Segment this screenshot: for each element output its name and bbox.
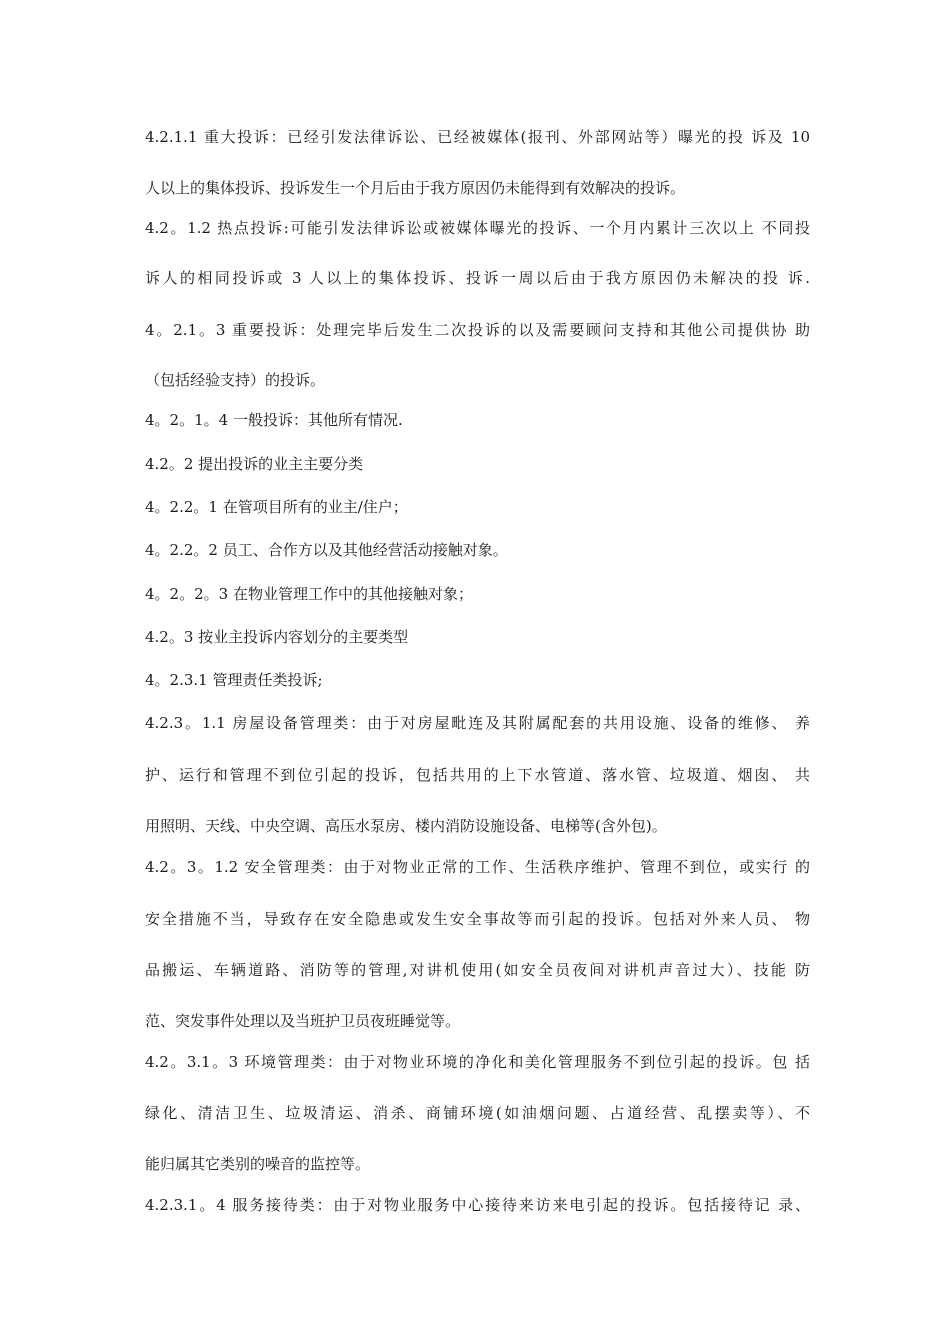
text-line: 安全措施不当，导致存在安全隐患或发生安全事故等而引起的投诉。包括对外来人员、 物 — [145, 910, 810, 928]
text-line: 4。2.2。1 在管项目所有的业主/住户； — [145, 498, 408, 516]
text-line: 品搬运、车辆道路、消防等的管理,对讲机使用(如安全员夜间对讲机声音过大）、技能 防 — [145, 961, 810, 979]
text-line: 诉人的相同投诉或 3 人以上的集体投诉、投诉一周以后由于我方原因仍未解决的投 诉. — [145, 269, 810, 287]
text-line: 人以上的集体投诉、投诉发生一个月后由于我方原因仍未能得到有效解决的投诉。 — [145, 179, 686, 197]
text-line: 4.2。1.2 热点投诉:可能引发法律诉讼或被媒体曝光的投诉、一个月内累计三次以上 不同投 — [145, 219, 810, 237]
text-line: 4。2.2。2 员工、合作方以及其他经营活动接触对象。 — [145, 541, 508, 559]
text-line: 用照明、天线、中央空调、高压水泵房、楼内消防设施设备、电梯等(含外包)。 — [145, 817, 667, 835]
text-line: 4。2。1。4 一般投诉：其他所有情况. — [145, 411, 403, 429]
section-heading: 4.2。3 按业主投诉内容划分的主要类型 — [145, 628, 409, 646]
text-line: 绿化、清洁卫生、垃圾清运、消杀、商铺环境(如油烟问题、占道经营、乱摆卖等）、不 — [145, 1104, 810, 1122]
text-line: 4。2.3.1 管理责任类投诉; — [145, 671, 323, 689]
text-line: 4.2。3.1。3 环境管理类：由于对物业环境的净化和美化管理服务不到位引起的投诉。包 括 — [145, 1053, 810, 1071]
section-heading: 4.2。2 提出投诉的业主主要分类 — [145, 455, 364, 473]
text-line: 4.2.3。1.1 房屋设备管理类：由于对房屋毗连及其附属配套的共用设施、设备的维修、 养 — [145, 714, 810, 732]
text-line: 4。2。2。3 在物业管理工作中的其他接触对象； — [145, 585, 473, 603]
text-line: 4。2.1。3 重要投诉：处理完毕后发生二次投诉的以及需要顾问支持和其他公司提供协 助 — [145, 321, 810, 339]
text-line: 4.2.3.1。4 服务接待类：由于对物业服务中心接待来访来电引起的投诉。包括接待记 录、 — [145, 1196, 810, 1214]
text-line: 范、突发事件处理以及当班护卫员夜班睡觉等。 — [145, 1012, 461, 1030]
text-line: 护、运行和管理不到位引起的投诉，包括共用的上下水管道、落水管、垃圾道、烟囱、 共 — [145, 766, 810, 784]
text-line: 能归属其它类别的噪音的监控等。 — [145, 1155, 371, 1173]
text-line: （包括经验支持）的投诉。 — [145, 371, 326, 389]
text-line: 4.2。3。1.2 安全管理类：由于对物业正常的工作、生活秩序维护、管理不到位，或实行 的 — [145, 858, 810, 876]
text-line: 4.2.1.1 重大投诉：已经引发法律诉讼、已经被媒体(报刊、外部网站等）曝光的投 诉及 10 — [145, 128, 810, 146]
